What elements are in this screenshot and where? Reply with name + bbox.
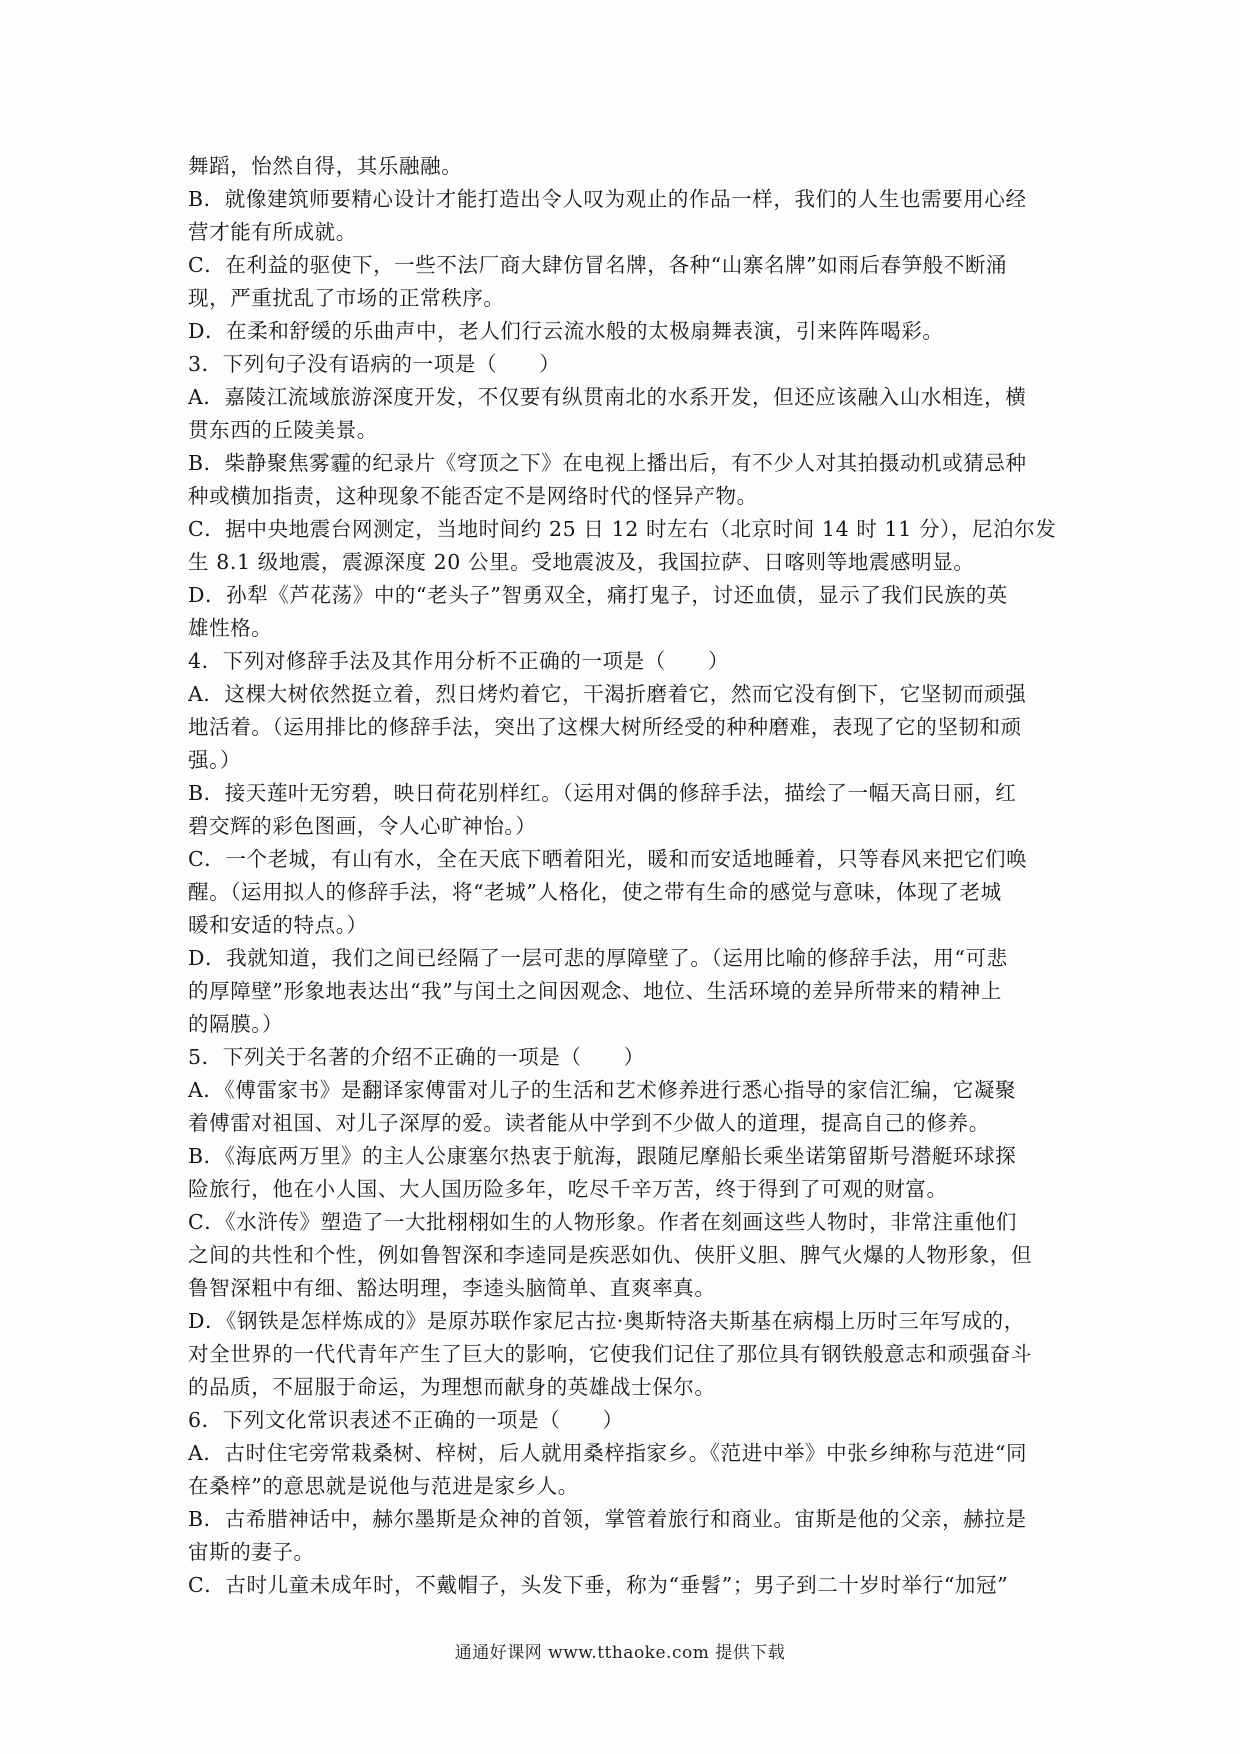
text-line: 着傅雷对祖国、对儿子深厚的爱。读者能从中学到不少做人的道理，提高自己的修养。 (188, 1111, 990, 1135)
text-line: 强。） (188, 748, 242, 772)
text-line: B．柴静聚焦雾霾的纪录片《穹顶之下》在电视上播出后，有不少人对其拍摄动机或猜忌种 (188, 451, 1027, 475)
text-line: A．这棵大树依然挺立着，烈日烤灼着它，干渴折磨着它，然而它没有倒下，它坚韧而顽强 (188, 682, 1027, 706)
text-line: D．在柔和舒缓的乐曲声中，老人们行云流水般的太极扇舞表演，引来阵阵喝彩。 (188, 319, 944, 343)
text-line: 3．下列句子没有语病的一项是（ ） (188, 352, 561, 376)
text-line: B．《海底两万里》的主人公康塞尔热衷于航海，跟随尼摩船长乘坐诺第留斯号潜艇环球探 (188, 1144, 1017, 1168)
exam-text-body (188, 150, 1060, 1602)
text-line: 现，严重扰乱了市场的正常秩序。 (188, 286, 505, 310)
text-line: 暖和安适的特点。） (188, 913, 368, 937)
text-line: A．古时住宅旁常栽桑树、梓树，后人就用桑梓指家乡。《范进中举》中张乡绅称与范进“同 (188, 1441, 1028, 1465)
text-line: 5．下列关于名著的介绍不正确的一项是（ ） (188, 1045, 645, 1069)
text-line: D．《钢铁是怎样炼成的》是原苏联作家尼古拉·奥斯特洛夫斯基在病榻上历时三年写成的， (188, 1309, 1025, 1333)
text-line: 的厚障壁”形象地表达出“我”与闰土之间因观念、地位、生活环境的差异所带来的精神上 (188, 979, 1002, 1003)
text-line: 营才能有所成就。 (188, 220, 357, 244)
text-line: A．《傅雷家书》是翻译家傅雷对儿子的生活和艺术修养进行悉心指导的家信汇编，它凝聚 (188, 1078, 1017, 1102)
text-line: 雄性格。 (188, 616, 273, 640)
text-line: C．一个老城，有山有水，全在天底下晒着阳光，暖和而安适地睡着，只等春风来把它们唤 (188, 847, 1028, 871)
text-line: B．就像建筑师要精心设计才能打造出令人叹为观止的作品一样，我们的人生也需要用心经 (188, 187, 1027, 211)
text-line: 6．下列文化常识表述不正确的一项是（ ） (188, 1408, 624, 1432)
text-line: 种或横加指责，这种现象不能否定不是网络时代的怪异产物。 (188, 484, 758, 508)
text-line: 醒。（运用拟人的修辞手法，将“老城”人格化，使之带有生命的感觉与意味，体现了老城 (188, 880, 1002, 904)
text-line: 碧交辉的彩色图画，令人心旷神怡。） (188, 814, 537, 838)
text-line: 鲁智深粗中有细、豁达明理，李逵头脑简单、直爽率真。 (188, 1276, 716, 1300)
text-line: 在桑梓”的意思就是说他与范进是家乡人。 (188, 1474, 579, 1498)
page-footer: 通通好课网 www.tthaoke.com 提供下载 (454, 1643, 786, 1663)
text-line: 的品质，不屈服于命运，为理想而献身的英雄战士保尔。 (188, 1375, 716, 1399)
text-line: 对全世界的一代代青年产生了巨大的影响，它使我们记住了那位具有钢铁般意志和顽强奋斗 (188, 1342, 1032, 1366)
text-line: A．嘉陵江流域旅游深度开发，不仅要有纵贯南北的水系开发，但还应该融入山水相连，横 (188, 385, 1027, 409)
text-line: 险旅行，他在小人国、大人国历险多年，吃尽千辛万苦，终于得到了可观的财富。 (188, 1177, 948, 1201)
text-line: 4．下列对修辞手法及其作用分析不正确的一项是（ ） (188, 649, 730, 673)
text-line: 宙斯的妻子。 (188, 1540, 315, 1564)
text-line: 贯东西的丘陵美景。 (188, 418, 378, 442)
text-line: D．我就知道，我们之间已经隔了一层可悲的厚障壁了。（运用比喻的修辞手法，用“可悲 (188, 946, 1008, 970)
text-line: 地活着。（运用排比的修辞手法，突出了这棵大树所经受的种种磨难，表现了它的坚韧和顽 (188, 715, 1022, 739)
text-line: 舞蹈，怡然自得，其乐融融。 (188, 154, 463, 178)
text-line: D．孙犁《芦花荡》中的“老头子”智勇双全，痛打鬼子，讨还血债，显示了我们民族的英 (188, 583, 1008, 607)
text-line: B．接天莲叶无穷碧，映日荷花别样红。（运用对偶的修辞手法，描绘了一幅天高日丽，红 (188, 781, 1017, 805)
text-line: C．在利益的驱使下，一些不法厂商大肆仿冒名牌，各种“山寨名牌”如雨后春笋般不断涌 (188, 253, 1008, 277)
text-line: 之间的共性和个性，例如鲁智深和李逵同是疾恶如仇、侠肝义胆、脾气火爆的人物形象，但 (188, 1243, 1032, 1267)
text-line: 生 8.1 级地震，震源深度 20 公里。受地震波及，我国拉萨、日喀则等地震感明显。 (188, 550, 975, 574)
text-line: B．古希腊神话中，赫尔墨斯是众神的首领，掌管着旅行和商业。宙斯是他的父亲，赫拉是 (188, 1507, 1027, 1531)
text-line: C．《水浒传》塑造了一大批栩栩如生的人物形象。作者在刻画这些人物时，非常注重他们 (188, 1210, 1017, 1234)
text-line: C．古时儿童未成年时，不戴帽子，头发下垂，称为“垂髫”；男子到二十岁时举行“加冠” (188, 1573, 1009, 1597)
text-line: 的隔膜。） (188, 1012, 284, 1036)
text-line: C．据中央地震台网测定，当地时间约 25 日 12 时左右（北京时间 14 时 11 分），尼泊尔发 (188, 517, 1057, 541)
